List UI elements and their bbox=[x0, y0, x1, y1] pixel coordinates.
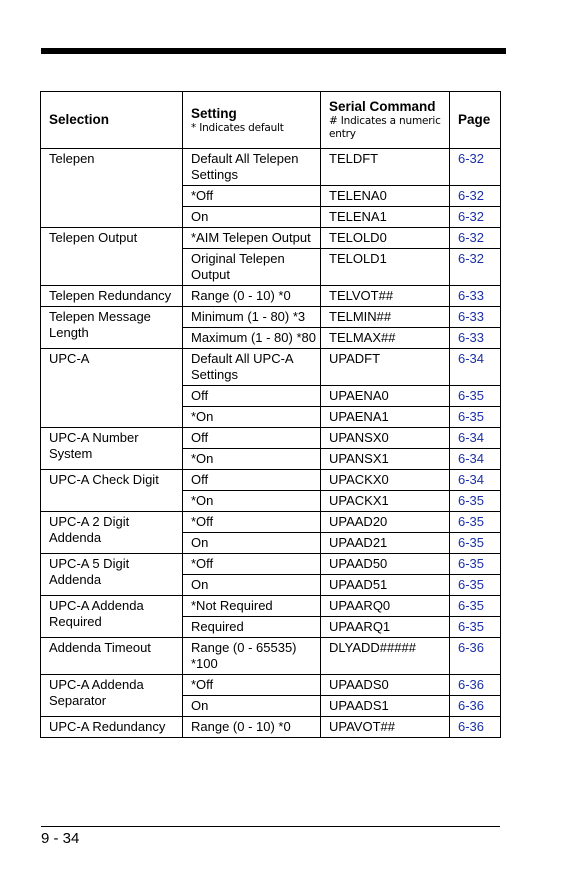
setting-cell: *Not Required bbox=[183, 596, 321, 617]
table-row bbox=[41, 307, 501, 328]
setting-cell: *On bbox=[183, 491, 321, 512]
header-page bbox=[450, 92, 501, 149]
page-link[interactable]: 6-35 bbox=[458, 556, 485, 571]
page-link[interactable]: 6-35 bbox=[458, 514, 485, 529]
header-setting-note: * Indicates default bbox=[191, 121, 284, 134]
selection-cell: UPC-A Check Digit bbox=[41, 470, 183, 512]
page-link[interactable]: 6-33 bbox=[458, 309, 485, 324]
page-link[interactable]: 6-34 bbox=[458, 472, 485, 487]
page-cell bbox=[450, 386, 501, 407]
selection-cell: UPC-A Number System bbox=[41, 428, 183, 470]
selection-cell: Telepen Redundancy bbox=[41, 286, 183, 307]
page-cell bbox=[450, 328, 501, 349]
page-link[interactable]: 6-35 bbox=[458, 577, 485, 592]
table-row bbox=[41, 149, 501, 186]
serial-command-cell: UPAAD50 bbox=[321, 554, 450, 575]
page-link[interactable]: 6-34 bbox=[458, 430, 485, 445]
setting-cell: Range (0 - 10) *0 bbox=[183, 286, 321, 307]
page-link[interactable]: 6-32 bbox=[458, 230, 485, 245]
header-page-label: Page bbox=[458, 112, 491, 127]
page-cell bbox=[450, 149, 501, 186]
table-row bbox=[41, 228, 501, 249]
page-link[interactable]: 6-35 bbox=[458, 493, 485, 508]
serial-command-cell: UPAADS0 bbox=[321, 675, 450, 696]
setting-cell: On bbox=[183, 696, 321, 717]
serial-command-cell: UPAAD21 bbox=[321, 533, 450, 554]
page-cell bbox=[450, 407, 501, 428]
page-link[interactable]: 6-35 bbox=[458, 388, 485, 403]
serial-command-cell: TELMAX## bbox=[321, 328, 450, 349]
serial-command-cell: TELVOT## bbox=[321, 286, 450, 307]
setting-cell: *Off bbox=[183, 186, 321, 207]
setting-cell: Maximum (1 - 80) *80 bbox=[183, 328, 321, 349]
table-row bbox=[41, 286, 501, 307]
setting-cell: *Off bbox=[183, 675, 321, 696]
page-link[interactable]: 6-32 bbox=[458, 188, 485, 203]
setting-cell: *AIM Telepen Output bbox=[183, 228, 321, 249]
header-setting-label: Setting bbox=[191, 105, 237, 121]
serial-command-cell: TELOLD1 bbox=[321, 249, 450, 286]
table-header-row bbox=[41, 92, 501, 149]
selection-cell: UPC-A Addenda Separator bbox=[41, 675, 183, 717]
setting-cell: Original Telepen Output bbox=[183, 249, 321, 286]
serial-command-cell: TELOLD0 bbox=[321, 228, 450, 249]
selection-cell: UPC-A Redundancy bbox=[41, 717, 183, 738]
setting-cell: *Off bbox=[183, 512, 321, 533]
table-row bbox=[41, 675, 501, 696]
page-cell bbox=[450, 596, 501, 617]
table-row bbox=[41, 638, 501, 675]
selection-cell: Telepen bbox=[41, 149, 183, 228]
serial-command-cell: UPAARQ0 bbox=[321, 596, 450, 617]
page-cell bbox=[450, 228, 501, 249]
page-link[interactable]: 6-36 bbox=[458, 698, 485, 713]
header-setting bbox=[183, 92, 321, 149]
serial-command-cell: UPAADS1 bbox=[321, 696, 450, 717]
page-link[interactable]: 6-33 bbox=[458, 330, 485, 345]
setting-cell: Off bbox=[183, 428, 321, 449]
serial-command-cell: TELENA0 bbox=[321, 186, 450, 207]
selection-cell: Telepen Message Length bbox=[41, 307, 183, 349]
header-serial-command-note: # Indicates a numeric entry bbox=[329, 115, 441, 140]
serial-command-table bbox=[40, 91, 501, 738]
page-link[interactable]: 6-33 bbox=[458, 288, 485, 303]
selection-cell: UPC-A 5 Digit Addenda bbox=[41, 554, 183, 596]
page-cell bbox=[450, 207, 501, 228]
page-cell bbox=[450, 349, 501, 386]
selection-cell: UPC-A Addenda Required bbox=[41, 596, 183, 638]
setting-cell: *Off bbox=[183, 554, 321, 575]
page-link[interactable]: 6-36 bbox=[458, 677, 485, 692]
table-row bbox=[41, 512, 501, 533]
bottom-rule bbox=[41, 826, 500, 827]
page-cell bbox=[450, 449, 501, 470]
serial-command-cell: UPANSX1 bbox=[321, 449, 450, 470]
page-link[interactable]: 6-36 bbox=[458, 719, 485, 734]
page-cell bbox=[450, 249, 501, 286]
serial-command-cell: TELDFT bbox=[321, 149, 450, 186]
table-row bbox=[41, 717, 501, 738]
page-cell bbox=[450, 554, 501, 575]
setting-cell: Minimum (1 - 80) *3 bbox=[183, 307, 321, 328]
selection-cell: UPC-A 2 Digit Addenda bbox=[41, 512, 183, 554]
setting-cell: Required bbox=[183, 617, 321, 638]
table-row bbox=[41, 596, 501, 617]
serial-command-cell: UPAVOT## bbox=[321, 717, 450, 738]
header-serial-command-label: Serial Command bbox=[329, 99, 436, 114]
page-cell bbox=[450, 286, 501, 307]
selection-cell: Addenda Timeout bbox=[41, 638, 183, 675]
setting-cell: *On bbox=[183, 449, 321, 470]
page-cell bbox=[450, 717, 501, 738]
serial-command-cell: UPAAD51 bbox=[321, 575, 450, 596]
table-row bbox=[41, 349, 501, 386]
header-selection bbox=[41, 92, 183, 149]
page-link[interactable]: 6-32 bbox=[458, 151, 485, 166]
table-body bbox=[41, 149, 501, 738]
setting-cell: Default All Telepen Settings bbox=[183, 149, 321, 186]
setting-cell: On bbox=[183, 207, 321, 228]
setting-cell: Off bbox=[183, 470, 321, 491]
selection-cell: UPC-A bbox=[41, 349, 183, 428]
page-link[interactable]: 6-35 bbox=[458, 619, 485, 634]
header-selection-label: Selection bbox=[49, 112, 110, 127]
serial-command-cell: DLYADD##### bbox=[321, 638, 450, 675]
table-row bbox=[41, 470, 501, 491]
header-serial-command bbox=[321, 92, 450, 149]
page-cell bbox=[450, 470, 501, 491]
page-link[interactable]: 6-32 bbox=[458, 251, 485, 266]
page-cell bbox=[450, 428, 501, 449]
serial-command-cell: TELENA1 bbox=[321, 207, 450, 228]
table-row bbox=[41, 428, 501, 449]
page-link[interactable]: 6-35 bbox=[458, 535, 485, 550]
setting-cell: Default All UPC-A Settings bbox=[183, 349, 321, 386]
page-cell bbox=[450, 575, 501, 596]
serial-command-cell: UPADFT bbox=[321, 349, 450, 386]
page-cell bbox=[450, 696, 501, 717]
page-cell bbox=[450, 533, 501, 554]
page-cell bbox=[450, 307, 501, 328]
page-cell bbox=[450, 638, 501, 675]
top-rule bbox=[41, 48, 506, 54]
setting-cell: On bbox=[183, 533, 321, 554]
serial-command-cell: UPAENA1 bbox=[321, 407, 450, 428]
page-cell bbox=[450, 617, 501, 638]
serial-command-cell: UPAENA0 bbox=[321, 386, 450, 407]
page-cell bbox=[450, 675, 501, 696]
serial-command-cell: UPACKX1 bbox=[321, 491, 450, 512]
setting-cell: Off bbox=[183, 386, 321, 407]
serial-command-cell: TELMIN## bbox=[321, 307, 450, 328]
page-link[interactable]: 6-32 bbox=[458, 209, 485, 224]
page-link[interactable]: 6-34 bbox=[458, 451, 485, 466]
page-number: 9 - 34 bbox=[41, 830, 80, 847]
page-cell bbox=[450, 491, 501, 512]
setting-cell: On bbox=[183, 575, 321, 596]
table-row bbox=[41, 554, 501, 575]
serial-command-cell: UPAAD20 bbox=[321, 512, 450, 533]
selection-cell: Telepen Output bbox=[41, 228, 183, 286]
page-cell bbox=[450, 512, 501, 533]
setting-cell: Range (0 - 10) *0 bbox=[183, 717, 321, 738]
serial-command-cell: UPANSX0 bbox=[321, 428, 450, 449]
serial-command-cell: UPAARQ1 bbox=[321, 617, 450, 638]
serial-command-cell: UPACKX0 bbox=[321, 470, 450, 491]
page-link[interactable]: 6-34 bbox=[458, 351, 485, 366]
page-link[interactable]: 6-35 bbox=[458, 409, 485, 424]
page-cell bbox=[450, 186, 501, 207]
setting-cell: Range (0 - 65535) *100 bbox=[183, 638, 321, 675]
setting-cell: *On bbox=[183, 407, 321, 428]
page-link[interactable]: 6-35 bbox=[458, 598, 485, 613]
page-link[interactable]: 6-36 bbox=[458, 640, 485, 655]
